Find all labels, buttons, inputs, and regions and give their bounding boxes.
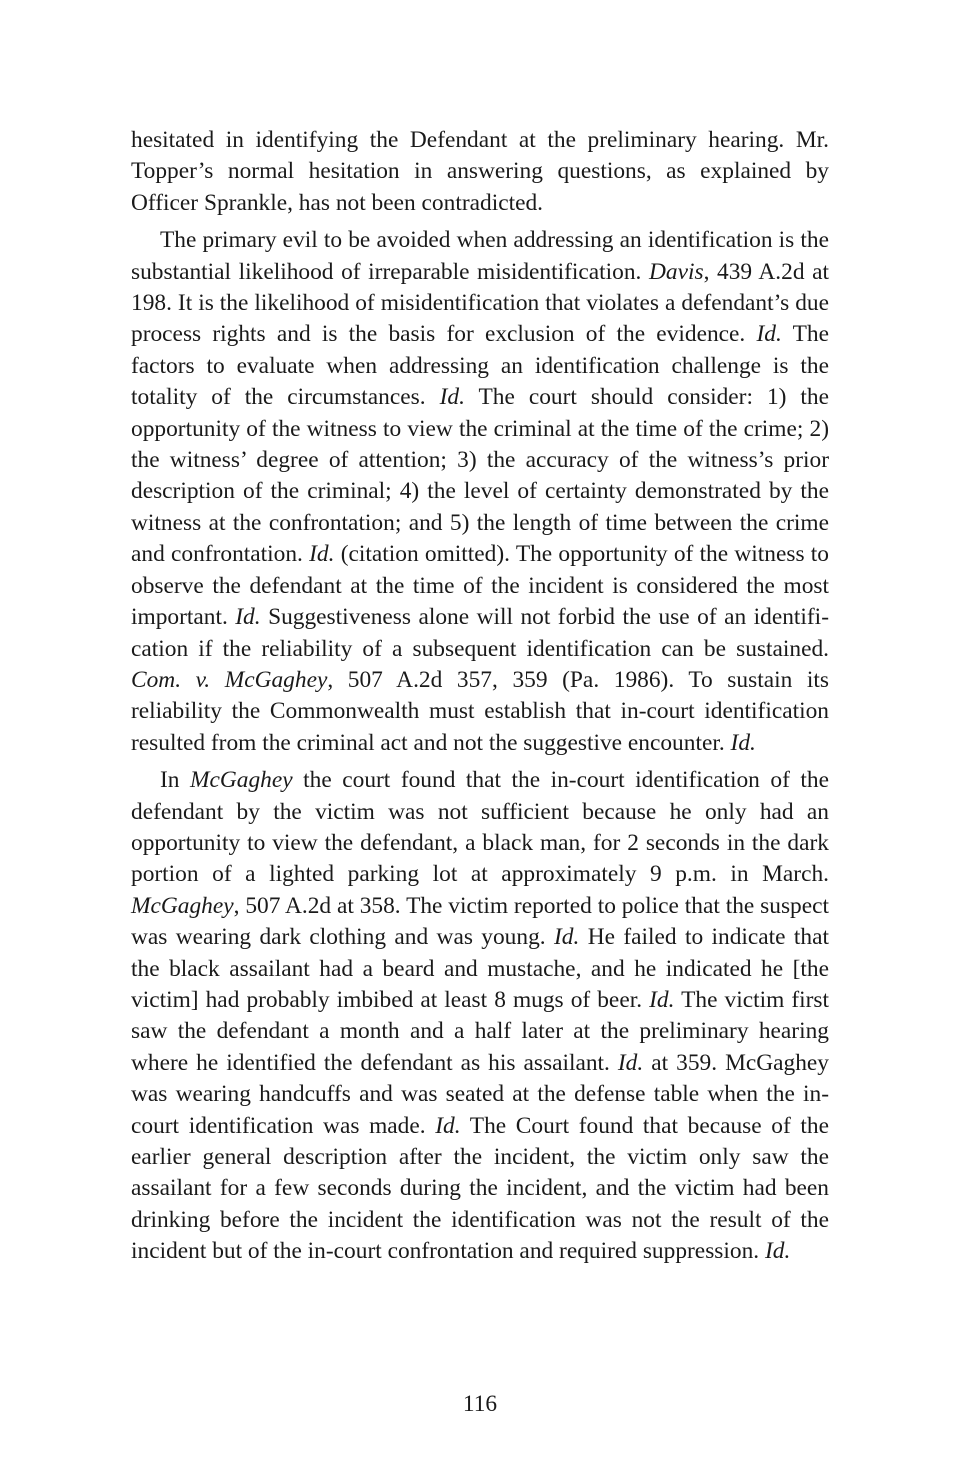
citation-italic: McGaghey — [190, 767, 293, 794]
citation-italic: Id. — [235, 604, 261, 631]
text-run: at 359. McGaghey was wearing handcuffs and was seated at the defense table when the in-court identification was made. — [131, 1049, 829, 1139]
citation-italic: Id. — [439, 384, 465, 411]
text-run: The victim first saw the defendant a month and a half later at the preliminary hearing where he identified the defendant as his assailant. — [131, 986, 830, 1076]
text-run: , 439 A.2d at 198. It is the likelihood of misidentification that violates a defendant’s due process rights and is the basis for exclusion of the evidence. — [131, 258, 829, 348]
citation-italic: Com. v. McGaghey — [131, 666, 328, 693]
document-body — [131, 125, 829, 1274]
text-run: The primary evil to be avoided when addressing an identification is the substantial likelihood of irreparable misidentification. — [131, 227, 829, 285]
citation-italic: Id. — [649, 986, 675, 1013]
citation-italic: Id. — [756, 321, 782, 348]
text-run: , 507 A.2d 357, 359 (Pa. 1986). To sustain its reliability the Commonwealth must establish that in-court identification resulted from the criminal act and not the suggestive encounter. — [131, 666, 829, 756]
paragraph-3 — [131, 765, 829, 1268]
text-run: He failed to indicate that the black assailant had a beard and mustache, and he indicated he [the victim] had probably imbibed at least 8 mugs of beer. — [131, 924, 830, 1013]
citation-italic: Id. — [309, 541, 335, 568]
citation-italic: Id. — [730, 729, 756, 756]
citation-italic: McGaghey — [131, 892, 234, 919]
text-run: Suggestiveness alone will not forbid the use of an identification if the reliability of a subsequent identification can be sustained. — [131, 604, 829, 662]
paragraph-2 — [131, 225, 829, 759]
text-run: The court should consider: 1) the opportunity of the witness to view the criminal at the time of the crime; 2) the witness’ degree of attention; 3) the accuracy of the witness’s prior description of the criminal; 4) the level of certainty demonstrated by the witness at the confrontation; and 5) the length of time between the crime and confrontation. — [131, 384, 829, 568]
citation-italic: Id. — [764, 1238, 791, 1265]
text-run: the court found that the in-court identification of the defendant by the victim was not sufficient because he only had an opportunity to view the defendant, a black man, for 2 seconds in the dark portion of a lighted parking lot at approximately 9 p.m. in March. — [131, 767, 829, 888]
citation-italic: Id. — [554, 924, 580, 951]
page-number: 116 — [462, 1391, 498, 1417]
text-run: (citation omitted). The opportunity of the witness to observe the defendant at the time of the incident is considered the most important. — [131, 541, 829, 631]
paragraph-1 — [131, 125, 829, 219]
citation-italic: Id. — [617, 1049, 644, 1076]
text-run: In — [160, 767, 191, 794]
text-run: The Court found that because of the earlier general description after the incident, the victim only saw the assailant for a few seconds during the incident, and the victim had been drinking before the incident the identification was not the result of the incident but of the in-court confrontation and required suppression. — [131, 1112, 829, 1265]
text-run: , 507 A.2d at 358. The victim reported to police that the suspect was wearing dark clothing and was young. — [131, 892, 829, 951]
citation-italic: Id. — [435, 1112, 461, 1139]
text-run: hesitated in identifying the Defendant at the preliminary hearing. Mr. Topper’s normal hesitation in answering questions, as explained by Officer Sprankle, has not been contradicted. — [131, 127, 829, 216]
text-run: The factors to evaluate when addressing an identification challenge is the totality of the circumstances. — [131, 321, 829, 411]
citation-italic: Davis — [648, 258, 704, 285]
